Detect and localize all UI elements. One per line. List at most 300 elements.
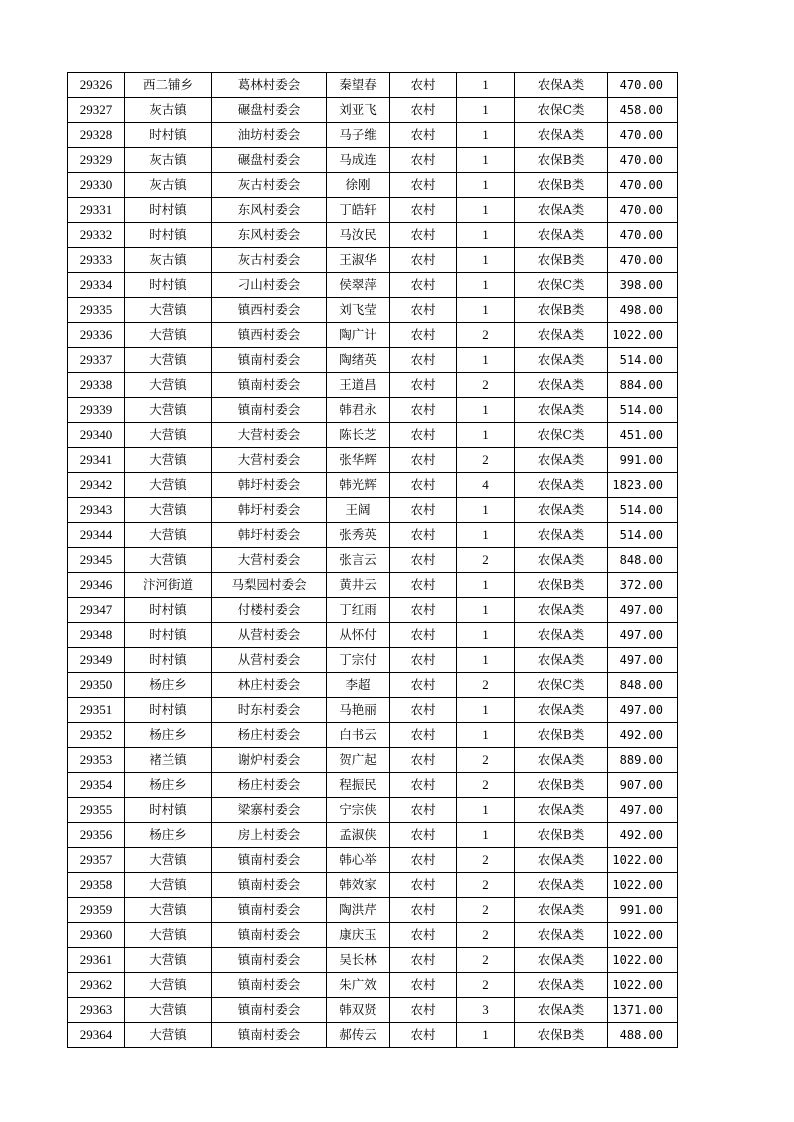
household-count-cell: 1 bbox=[457, 598, 515, 623]
record-id-cell: 29354 bbox=[68, 773, 125, 798]
household-count-cell: 1 bbox=[457, 248, 515, 273]
village-committee-cell: 碾盘村委会 bbox=[212, 148, 327, 173]
amount-cell: 470.00 bbox=[608, 248, 678, 273]
village-committee-cell: 镇南村委会 bbox=[212, 348, 327, 373]
table-row bbox=[68, 998, 678, 1023]
amount-cell: 470.00 bbox=[608, 123, 678, 148]
person-name-cell: 程振民 bbox=[327, 773, 390, 798]
town-cell: 时村镇 bbox=[125, 198, 212, 223]
category-cell: 农保C类 bbox=[515, 423, 608, 448]
area-type-cell: 农村 bbox=[390, 873, 457, 898]
village-committee-cell: 灰古村委会 bbox=[212, 173, 327, 198]
category-cell: 农保A类 bbox=[515, 623, 608, 648]
village-committee-cell: 镇南村委会 bbox=[212, 923, 327, 948]
town-cell: 大营镇 bbox=[125, 348, 212, 373]
town-cell: 大营镇 bbox=[125, 923, 212, 948]
household-count-cell: 1 bbox=[457, 623, 515, 648]
table-body bbox=[68, 73, 678, 1048]
household-count-cell: 1 bbox=[457, 648, 515, 673]
table-row bbox=[68, 498, 678, 523]
town-cell: 时村镇 bbox=[125, 223, 212, 248]
table-row bbox=[68, 948, 678, 973]
household-count-cell: 1 bbox=[457, 573, 515, 598]
person-name-cell: 刘亚飞 bbox=[327, 98, 390, 123]
person-name-cell: 吴长林 bbox=[327, 948, 390, 973]
amount-cell: 497.00 bbox=[608, 623, 678, 648]
table-row bbox=[68, 748, 678, 773]
area-type-cell: 农村 bbox=[390, 798, 457, 823]
village-committee-cell: 镇西村委会 bbox=[212, 298, 327, 323]
amount-cell: 884.00 bbox=[608, 373, 678, 398]
table-row bbox=[68, 73, 678, 98]
record-id-cell: 29361 bbox=[68, 948, 125, 973]
table-row bbox=[68, 173, 678, 198]
town-cell: 灰古镇 bbox=[125, 148, 212, 173]
household-count-cell: 2 bbox=[457, 548, 515, 573]
table-row bbox=[68, 473, 678, 498]
amount-cell: 1022.00 bbox=[608, 948, 678, 973]
amount-cell: 492.00 bbox=[608, 723, 678, 748]
record-id-cell: 29355 bbox=[68, 798, 125, 823]
category-cell: 农保A类 bbox=[515, 898, 608, 923]
household-count-cell: 1 bbox=[457, 723, 515, 748]
household-count-cell: 3 bbox=[457, 998, 515, 1023]
household-count-cell: 2 bbox=[457, 773, 515, 798]
record-id-cell: 29335 bbox=[68, 298, 125, 323]
village-committee-cell: 房上村委会 bbox=[212, 823, 327, 848]
person-name-cell: 丁红雨 bbox=[327, 598, 390, 623]
area-type-cell: 农村 bbox=[390, 73, 457, 98]
town-cell: 时村镇 bbox=[125, 273, 212, 298]
town-cell: 大营镇 bbox=[125, 998, 212, 1023]
area-type-cell: 农村 bbox=[390, 848, 457, 873]
village-committee-cell: 梁寨村委会 bbox=[212, 798, 327, 823]
record-id-cell: 29340 bbox=[68, 423, 125, 448]
category-cell: 农保A类 bbox=[515, 348, 608, 373]
area-type-cell: 农村 bbox=[390, 98, 457, 123]
category-cell: 农保B类 bbox=[515, 723, 608, 748]
category-cell: 农保A类 bbox=[515, 398, 608, 423]
household-count-cell: 2 bbox=[457, 948, 515, 973]
amount-cell: 451.00 bbox=[608, 423, 678, 448]
record-id-cell: 29343 bbox=[68, 498, 125, 523]
village-committee-cell: 马梨园村委会 bbox=[212, 573, 327, 598]
table-row bbox=[68, 873, 678, 898]
area-type-cell: 农村 bbox=[390, 523, 457, 548]
category-cell: 农保A类 bbox=[515, 548, 608, 573]
category-cell: 农保A类 bbox=[515, 598, 608, 623]
amount-cell: 848.00 bbox=[608, 548, 678, 573]
area-type-cell: 农村 bbox=[390, 723, 457, 748]
amount-cell: 889.00 bbox=[608, 748, 678, 773]
area-type-cell: 农村 bbox=[390, 198, 457, 223]
household-count-cell: 1 bbox=[457, 123, 515, 148]
person-name-cell: 陶洪芹 bbox=[327, 898, 390, 923]
person-name-cell: 从怀付 bbox=[327, 623, 390, 648]
record-id-cell: 29359 bbox=[68, 898, 125, 923]
table-row bbox=[68, 198, 678, 223]
table-row bbox=[68, 223, 678, 248]
area-type-cell: 农村 bbox=[390, 423, 457, 448]
category-cell: 农保B类 bbox=[515, 148, 608, 173]
category-cell: 农保A类 bbox=[515, 323, 608, 348]
person-name-cell: 韩君永 bbox=[327, 398, 390, 423]
area-type-cell: 农村 bbox=[390, 273, 457, 298]
person-name-cell: 贺广起 bbox=[327, 748, 390, 773]
table-row bbox=[68, 1023, 678, 1048]
village-committee-cell: 大营村委会 bbox=[212, 548, 327, 573]
person-name-cell: 韩双贤 bbox=[327, 998, 390, 1023]
household-count-cell: 1 bbox=[457, 523, 515, 548]
area-type-cell: 农村 bbox=[390, 398, 457, 423]
amount-cell: 1022.00 bbox=[608, 973, 678, 998]
amount-cell: 1022.00 bbox=[608, 323, 678, 348]
town-cell: 大营镇 bbox=[125, 898, 212, 923]
area-type-cell: 农村 bbox=[390, 973, 457, 998]
category-cell: 农保A类 bbox=[515, 123, 608, 148]
person-name-cell: 李超 bbox=[327, 673, 390, 698]
amount-cell: 497.00 bbox=[608, 598, 678, 623]
area-type-cell: 农村 bbox=[390, 248, 457, 273]
record-id-cell: 29341 bbox=[68, 448, 125, 473]
amount-cell: 497.00 bbox=[608, 798, 678, 823]
record-id-cell: 29363 bbox=[68, 998, 125, 1023]
town-cell: 大营镇 bbox=[125, 973, 212, 998]
amount-cell: 1371.00 bbox=[608, 998, 678, 1023]
person-name-cell: 王道昌 bbox=[327, 373, 390, 398]
village-committee-cell: 杨庄村委会 bbox=[212, 723, 327, 748]
amount-cell: 398.00 bbox=[608, 273, 678, 298]
category-cell: 农保A类 bbox=[515, 973, 608, 998]
table-row bbox=[68, 798, 678, 823]
category-cell: 农保A类 bbox=[515, 498, 608, 523]
household-count-cell: 2 bbox=[457, 873, 515, 898]
village-committee-cell: 杨庄村委会 bbox=[212, 773, 327, 798]
amount-cell: 488.00 bbox=[608, 1023, 678, 1048]
category-cell: 农保A类 bbox=[515, 448, 608, 473]
town-cell: 时村镇 bbox=[125, 123, 212, 148]
table-row bbox=[68, 573, 678, 598]
village-committee-cell: 葛林村委会 bbox=[212, 73, 327, 98]
category-cell: 农保C类 bbox=[515, 273, 608, 298]
area-type-cell: 农村 bbox=[390, 823, 457, 848]
amount-cell: 991.00 bbox=[608, 448, 678, 473]
area-type-cell: 农村 bbox=[390, 173, 457, 198]
table-row bbox=[68, 323, 678, 348]
household-count-cell: 1 bbox=[457, 423, 515, 448]
person-name-cell: 王阔 bbox=[327, 498, 390, 523]
town-cell: 大营镇 bbox=[125, 473, 212, 498]
record-id-cell: 29327 bbox=[68, 98, 125, 123]
amount-cell: 1022.00 bbox=[608, 848, 678, 873]
person-name-cell: 白书云 bbox=[327, 723, 390, 748]
amount-cell: 991.00 bbox=[608, 898, 678, 923]
town-cell: 大营镇 bbox=[125, 448, 212, 473]
table-row bbox=[68, 423, 678, 448]
village-committee-cell: 从营村委会 bbox=[212, 648, 327, 673]
household-count-cell: 2 bbox=[457, 973, 515, 998]
record-id-cell: 29345 bbox=[68, 548, 125, 573]
category-cell: 农保B类 bbox=[515, 573, 608, 598]
person-name-cell: 王淑华 bbox=[327, 248, 390, 273]
table-row bbox=[68, 148, 678, 173]
amount-cell: 498.00 bbox=[608, 298, 678, 323]
town-cell: 杨庄乡 bbox=[125, 673, 212, 698]
village-committee-cell: 付楼村委会 bbox=[212, 598, 327, 623]
table-row bbox=[68, 248, 678, 273]
village-committee-cell: 韩圩村委会 bbox=[212, 523, 327, 548]
household-count-cell: 2 bbox=[457, 848, 515, 873]
household-count-cell: 1 bbox=[457, 98, 515, 123]
amount-cell: 470.00 bbox=[608, 73, 678, 98]
town-cell: 杨庄乡 bbox=[125, 823, 212, 848]
person-name-cell: 康庆玉 bbox=[327, 923, 390, 948]
record-id-cell: 29362 bbox=[68, 973, 125, 998]
category-cell: 农保A类 bbox=[515, 798, 608, 823]
category-cell: 农保A类 bbox=[515, 198, 608, 223]
amount-cell: 514.00 bbox=[608, 348, 678, 373]
category-cell: 农保B类 bbox=[515, 248, 608, 273]
category-cell: 农保B类 bbox=[515, 1023, 608, 1048]
person-name-cell: 丁宗付 bbox=[327, 648, 390, 673]
household-count-cell: 2 bbox=[457, 748, 515, 773]
table-row bbox=[68, 398, 678, 423]
amount-cell: 497.00 bbox=[608, 648, 678, 673]
person-name-cell: 刘飞莹 bbox=[327, 298, 390, 323]
person-name-cell: 马艳丽 bbox=[327, 698, 390, 723]
record-id-cell: 29360 bbox=[68, 923, 125, 948]
village-committee-cell: 碾盘村委会 bbox=[212, 98, 327, 123]
table-row bbox=[68, 823, 678, 848]
table-row bbox=[68, 98, 678, 123]
household-count-cell: 1 bbox=[457, 823, 515, 848]
person-name-cell: 丁皓轩 bbox=[327, 198, 390, 223]
table-row bbox=[68, 523, 678, 548]
category-cell: 农保A类 bbox=[515, 923, 608, 948]
table-row bbox=[68, 923, 678, 948]
record-id-cell: 29334 bbox=[68, 273, 125, 298]
category-cell: 农保C类 bbox=[515, 673, 608, 698]
record-id-cell: 29331 bbox=[68, 198, 125, 223]
town-cell: 大营镇 bbox=[125, 373, 212, 398]
household-count-cell: 2 bbox=[457, 323, 515, 348]
person-name-cell: 马子维 bbox=[327, 123, 390, 148]
town-cell: 灰古镇 bbox=[125, 248, 212, 273]
table-row bbox=[68, 698, 678, 723]
village-committee-cell: 镇南村委会 bbox=[212, 848, 327, 873]
amount-cell: 372.00 bbox=[608, 573, 678, 598]
record-id-cell: 29358 bbox=[68, 873, 125, 898]
category-cell: 农保A类 bbox=[515, 523, 608, 548]
amount-cell: 907.00 bbox=[608, 773, 678, 798]
village-committee-cell: 油坊村委会 bbox=[212, 123, 327, 148]
area-type-cell: 农村 bbox=[390, 123, 457, 148]
village-committee-cell: 镇南村委会 bbox=[212, 373, 327, 398]
village-committee-cell: 镇南村委会 bbox=[212, 398, 327, 423]
category-cell: 农保A类 bbox=[515, 223, 608, 248]
village-committee-cell: 东风村委会 bbox=[212, 198, 327, 223]
table-row bbox=[68, 673, 678, 698]
town-cell: 大营镇 bbox=[125, 398, 212, 423]
amount-cell: 470.00 bbox=[608, 198, 678, 223]
town-cell: 大营镇 bbox=[125, 948, 212, 973]
person-name-cell: 徐刚 bbox=[327, 173, 390, 198]
category-cell: 农保A类 bbox=[515, 998, 608, 1023]
town-cell: 时村镇 bbox=[125, 623, 212, 648]
category-cell: 农保A类 bbox=[515, 848, 608, 873]
household-count-cell: 1 bbox=[457, 398, 515, 423]
village-committee-cell: 谢炉村委会 bbox=[212, 748, 327, 773]
area-type-cell: 农村 bbox=[390, 148, 457, 173]
town-cell: 大营镇 bbox=[125, 323, 212, 348]
village-committee-cell: 镇西村委会 bbox=[212, 323, 327, 348]
town-cell: 杨庄乡 bbox=[125, 723, 212, 748]
area-type-cell: 农村 bbox=[390, 473, 457, 498]
household-count-cell: 2 bbox=[457, 673, 515, 698]
record-id-cell: 29336 bbox=[68, 323, 125, 348]
record-id-cell: 29326 bbox=[68, 73, 125, 98]
amount-cell: 1022.00 bbox=[608, 873, 678, 898]
area-type-cell: 农村 bbox=[390, 448, 457, 473]
area-type-cell: 农村 bbox=[390, 223, 457, 248]
category-cell: 农保A类 bbox=[515, 473, 608, 498]
amount-cell: 1823.00 bbox=[608, 473, 678, 498]
town-cell: 时村镇 bbox=[125, 598, 212, 623]
household-count-cell: 1 bbox=[457, 173, 515, 198]
area-type-cell: 农村 bbox=[390, 773, 457, 798]
table-row bbox=[68, 123, 678, 148]
record-id-cell: 29328 bbox=[68, 123, 125, 148]
category-cell: 农保A类 bbox=[515, 873, 608, 898]
record-id-cell: 29329 bbox=[68, 148, 125, 173]
town-cell: 大营镇 bbox=[125, 423, 212, 448]
category-cell: 农保B类 bbox=[515, 298, 608, 323]
town-cell: 杨庄乡 bbox=[125, 773, 212, 798]
table-row bbox=[68, 298, 678, 323]
record-id-cell: 29330 bbox=[68, 173, 125, 198]
table-row bbox=[68, 548, 678, 573]
household-count-cell: 1 bbox=[457, 798, 515, 823]
amount-cell: 514.00 bbox=[608, 523, 678, 548]
amount-cell: 470.00 bbox=[608, 223, 678, 248]
record-id-cell: 29351 bbox=[68, 698, 125, 723]
table-row bbox=[68, 273, 678, 298]
amount-cell: 492.00 bbox=[608, 823, 678, 848]
town-cell: 大营镇 bbox=[125, 298, 212, 323]
person-name-cell: 陶广计 bbox=[327, 323, 390, 348]
record-id-cell: 29332 bbox=[68, 223, 125, 248]
area-type-cell: 农村 bbox=[390, 898, 457, 923]
record-id-cell: 29342 bbox=[68, 473, 125, 498]
area-type-cell: 农村 bbox=[390, 923, 457, 948]
village-committee-cell: 大营村委会 bbox=[212, 448, 327, 473]
person-name-cell: 朱广效 bbox=[327, 973, 390, 998]
village-committee-cell: 灰古村委会 bbox=[212, 248, 327, 273]
village-committee-cell: 刁山村委会 bbox=[212, 273, 327, 298]
table-row bbox=[68, 348, 678, 373]
record-id-cell: 29346 bbox=[68, 573, 125, 598]
person-name-cell: 陈长芝 bbox=[327, 423, 390, 448]
person-name-cell: 韩光辉 bbox=[327, 473, 390, 498]
town-cell: 褚兰镇 bbox=[125, 748, 212, 773]
record-id-cell: 29356 bbox=[68, 823, 125, 848]
category-cell: 农保A类 bbox=[515, 748, 608, 773]
table-row bbox=[68, 898, 678, 923]
household-count-cell: 1 bbox=[457, 198, 515, 223]
village-committee-cell: 东风村委会 bbox=[212, 223, 327, 248]
area-type-cell: 农村 bbox=[390, 598, 457, 623]
person-name-cell: 陶绪英 bbox=[327, 348, 390, 373]
village-committee-cell: 镇南村委会 bbox=[212, 948, 327, 973]
area-type-cell: 农村 bbox=[390, 648, 457, 673]
record-id-cell: 29350 bbox=[68, 673, 125, 698]
record-id-cell: 29344 bbox=[68, 523, 125, 548]
person-name-cell: 黄井云 bbox=[327, 573, 390, 598]
amount-cell: 458.00 bbox=[608, 98, 678, 123]
town-cell: 大营镇 bbox=[125, 498, 212, 523]
household-count-cell: 1 bbox=[457, 73, 515, 98]
household-count-cell: 1 bbox=[457, 498, 515, 523]
amount-cell: 470.00 bbox=[608, 148, 678, 173]
town-cell: 大营镇 bbox=[125, 523, 212, 548]
category-cell: 农保B类 bbox=[515, 173, 608, 198]
amount-cell: 1022.00 bbox=[608, 923, 678, 948]
household-count-cell: 1 bbox=[457, 148, 515, 173]
town-cell: 灰古镇 bbox=[125, 173, 212, 198]
town-cell: 大营镇 bbox=[125, 548, 212, 573]
table-row bbox=[68, 598, 678, 623]
town-cell: 灰古镇 bbox=[125, 98, 212, 123]
village-committee-cell: 镇南村委会 bbox=[212, 1023, 327, 1048]
town-cell: 时村镇 bbox=[125, 798, 212, 823]
person-name-cell: 侯翠萍 bbox=[327, 273, 390, 298]
village-committee-cell: 镇南村委会 bbox=[212, 873, 327, 898]
village-committee-cell: 镇南村委会 bbox=[212, 973, 327, 998]
table-row bbox=[68, 723, 678, 748]
area-type-cell: 农村 bbox=[390, 323, 457, 348]
village-committee-cell: 镇南村委会 bbox=[212, 898, 327, 923]
person-name-cell: 张秀英 bbox=[327, 523, 390, 548]
town-cell: 时村镇 bbox=[125, 698, 212, 723]
person-name-cell: 马成连 bbox=[327, 148, 390, 173]
town-cell: 汴河街道 bbox=[125, 573, 212, 598]
record-id-cell: 29338 bbox=[68, 373, 125, 398]
household-count-cell: 1 bbox=[457, 298, 515, 323]
category-cell: 农保A类 bbox=[515, 648, 608, 673]
person-name-cell: 孟淑侠 bbox=[327, 823, 390, 848]
amount-cell: 514.00 bbox=[608, 398, 678, 423]
area-type-cell: 农村 bbox=[390, 498, 457, 523]
person-name-cell: 秦望春 bbox=[327, 73, 390, 98]
table-row bbox=[68, 373, 678, 398]
household-count-cell: 1 bbox=[457, 698, 515, 723]
category-cell: 农保A类 bbox=[515, 373, 608, 398]
area-type-cell: 农村 bbox=[390, 623, 457, 648]
household-count-cell: 2 bbox=[457, 898, 515, 923]
area-type-cell: 农村 bbox=[390, 948, 457, 973]
person-name-cell: 韩效家 bbox=[327, 873, 390, 898]
village-committee-cell: 韩圩村委会 bbox=[212, 498, 327, 523]
village-committee-cell: 林庄村委会 bbox=[212, 673, 327, 698]
area-type-cell: 农村 bbox=[390, 298, 457, 323]
category-cell: 农保B类 bbox=[515, 773, 608, 798]
records-table bbox=[67, 72, 678, 1048]
record-id-cell: 29364 bbox=[68, 1023, 125, 1048]
town-cell: 大营镇 bbox=[125, 873, 212, 898]
category-cell: 农保A类 bbox=[515, 73, 608, 98]
record-id-cell: 29337 bbox=[68, 348, 125, 373]
area-type-cell: 农村 bbox=[390, 1023, 457, 1048]
